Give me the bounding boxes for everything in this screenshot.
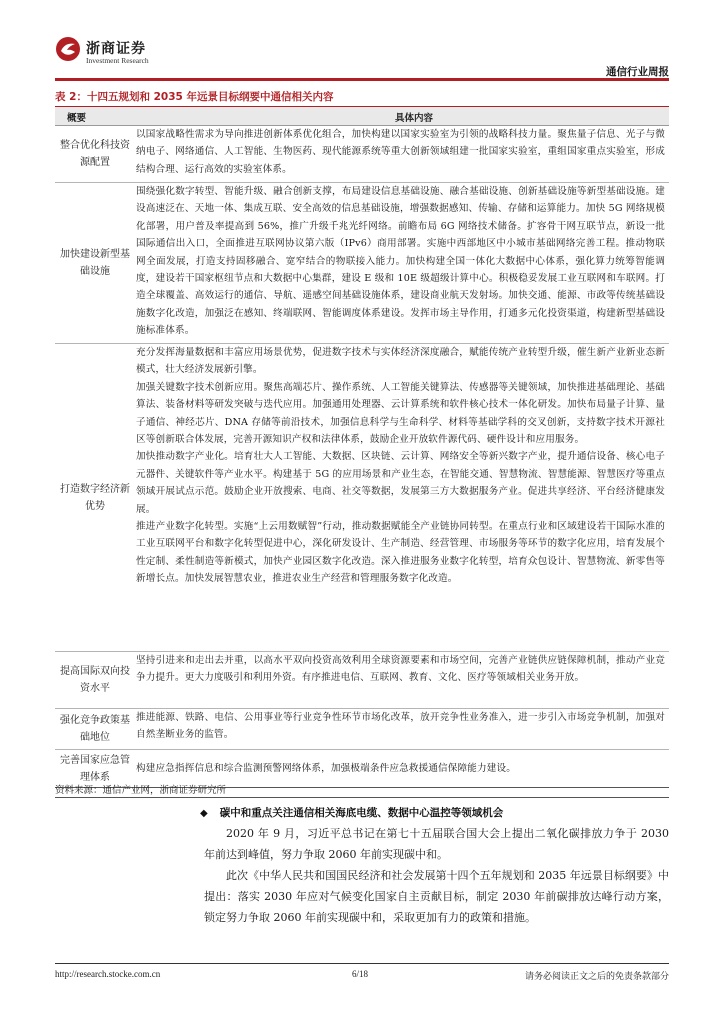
column-header-overview: 概要 xyxy=(67,113,87,124)
row-label: 完善国家应急管理体系 xyxy=(60,754,130,783)
diamond-bullet-icon: ◆ xyxy=(200,808,208,819)
row-content: 构建应急指挥信息和综合监测预警网络体系，加强极端条件应急救援通信保障能力建设。 xyxy=(136,763,517,774)
row-label: 加快建设新型基础设施 xyxy=(60,249,130,277)
column-header-content: 具体内容 xyxy=(395,113,434,124)
row-label: 整合优化科技资源配置 xyxy=(60,140,130,168)
section-heading-text: 碳中和重点关注通信相关海底电缆、数据中心温控等领域机会 xyxy=(219,807,504,819)
row-content: 围绕强化数字转型、智能升级、融合创新支撑，布局建设信息基础设施、融合基础设施、创新基础设施等新型基础设施。建设高速泛在、天地一体、集成互联、安全高效的信息基础设施，增强数据感知、传输、存储和运算能力。加快 5G 网络规模化部署，用户普及率提高到 56%，推广升级千兆光纤网络。前瞻布局 6G 网络技术储备。扩容骨干网互联节点，新设一批国际通信出入口，全面推进互联网协议第六版（IPv6）商用部署。实施中西部地区中小城市基础网络完善工程。推动物联网全面发展，打造支持固移融合、宽窄结合的物联接入能力。加快构建全国一体化大数据中心体系，强化算力统筹智能调度，建设若干国家枢纽节点和大数据中心集群，建设 E 级和 10E 级超级计算中心。积极稳妥发展工业互联网和车联网。打造全球覆盖、高效运行的通信、导航、遥感空间基础设施体系，建设商业航天发射场。加快交通、能源、市政等传统基础设施数字化改造，加强泛在感知、终端联网、智能调度体系建设。发挥市场主导作用，打通多元化投资渠道，构建新型基础设施标准体系。 xyxy=(136,186,665,337)
zheshang-logo-icon xyxy=(55,36,81,62)
source-divider xyxy=(55,797,669,798)
footer-website-link[interactable]: http://research.stocke.com.cn xyxy=(55,969,161,979)
row-content: 以国家战略性需求为导向推进创新体系优化组合，加快构建以国家实验室为引领的战略科技力量。聚焦量子信息、光子与微纳电子、网络通信、人工智能、生物医药、现代能源系统等重大创新领域组建一批国家实验室，重组国家重点实验室，形成结构合理、运行高效的实验室体系。 xyxy=(136,129,665,175)
page-header xyxy=(0,0,724,82)
row-content: 推进产业数字化转型。实施“上云用数赋智”行动，推动数据赋能全产业链协同转型。在重点行业和区域建设若干国际水准的工业互联网平台和数字化转型促进中心，深化研发设计、生产制造、经营管理、市场服务等环节的数字化应用，培育发展个性定制、柔性制造等新模式，加快产业园区数字化改造。深入推进服务业数字化转型，培育众包设计、智慧物流、新零售等新增长点。加快发展智慧农业，推进农业生产经营和管理服务数字化改造。 xyxy=(136,521,665,585)
footer-divider xyxy=(55,963,669,964)
section-heading xyxy=(200,805,503,820)
table-source: 资料来源：通信产业网，浙商证券研究所 xyxy=(55,785,227,796)
report-type-label: 通信行业周报 xyxy=(606,66,669,78)
logo-name-cn: 浙商证券 xyxy=(86,41,146,57)
table-header-row xyxy=(55,107,669,126)
row-content: 推进能源、铁路、电信、公用事业等行业竞争性环节市场化改革，放开竞争性业务准入，进一步引入市场竞争机制，加强对自然垄断业务的监管。 xyxy=(136,712,665,741)
row-content: 加强关键数字技术创新应用。聚焦高端芯片、操作系统、人工智能关键算法、传感器等关键领域，加快推进基础理论、基础算法、装备材料等研发突破与迭代应用。加强通用处理器、云计算系统和软件核心技术一体化研发。加快布局量子计算、量子通信、神经芯片、DNA 存储等前沿技术，加强信息科学与生命科学、材料等基础学科的交叉创新，支持数字技术开源社区等创新联合体发展，完善开源知识产权和法律体系，鼓励企业开放软件源代码、硬件设计和应用服务。 xyxy=(136,381,665,446)
table-title: 表 2：十四五规划和 2035 年远景目标纲要中通信相关内容 xyxy=(55,91,334,103)
row-content: 充分发挥海量数据和丰富应用场景优势，促进数字技术与实体经济深度融合，赋能传统产业转型升级，催生新产业新业态新模式，壮大经济发展新引擎。 xyxy=(136,347,665,376)
row-label: 强化竞争政策基础地位 xyxy=(60,715,130,743)
table-row xyxy=(55,126,669,183)
page-number: 6/18 xyxy=(352,969,369,979)
row-label: 打造数字经济新优势 xyxy=(60,483,130,512)
body-paragraph: 此次《中华人民共和国国民经济和社会发展第十四个五年规划和 2035 年远景目标纲要》中提出：落实 2030 年应对气候变化国家自主贡献目标，制定 2030 年前碳排放达峰行动方案，锁定努力争取 2060 年前实现碳中和，采取更加有力的政策和措施。 xyxy=(204,869,669,924)
row-label: 提高国际双向投资水平 xyxy=(60,666,130,694)
header-divider xyxy=(55,78,669,81)
logo-name-en: Investment Research xyxy=(86,56,149,65)
table-row xyxy=(55,344,669,652)
body-paragraph: 2020 年 9 月，习近平总书记在第七十五届联合国大会上提出二氧化碳排放力争于 2030 年前达到峰值，努力争取 2060 年前实现碳中和。 xyxy=(204,827,669,861)
table-row xyxy=(55,183,669,344)
table-row xyxy=(55,652,669,709)
table-row xyxy=(55,709,669,750)
row-content: 坚持引进来和走出去并重，以高水平双向投资高效利用全球资源要素和市场空间，完善产业链供应链保障机制，推动产业竞争力提升。更大力度吸引和利用外资。有序推进电信、互联网、教育、文化、医疗等领域相关业务开放。 xyxy=(136,655,665,684)
row-content: 加快推动数字产业化。培育壮大人工智能、大数据、区块链、云计算、网络安全等新兴数字产业，提升通信设备、核心电子元器件、关键软件等产业水平。构建基于 5G 的应用场景和产业生态，在智能交通、智慧物流、智慧能源、智慧医疗等重点领域开展试点示范。鼓励企业开放搜索、电商、社交等数据，发展第三方大数据服务产业。促进共享经济、平台经济健康发展。 xyxy=(136,451,665,515)
footer-disclaimer: 请务必阅读正文之后的免责条款部分 xyxy=(524,972,669,982)
